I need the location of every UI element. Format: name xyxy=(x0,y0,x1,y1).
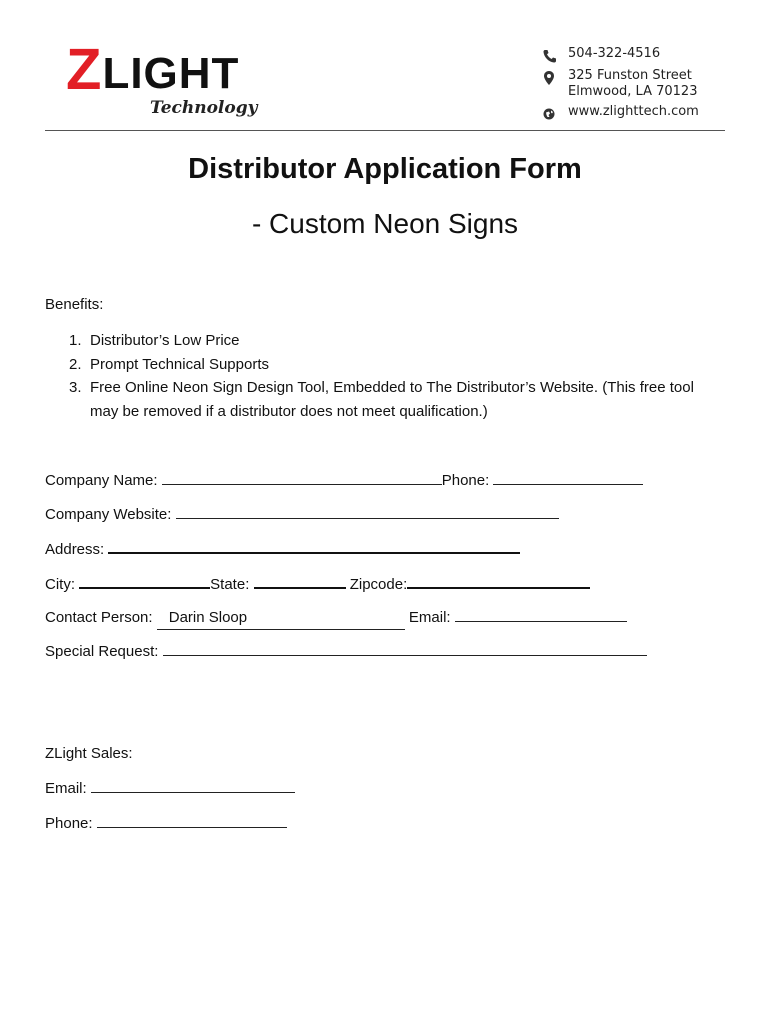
company-name-row xyxy=(45,469,643,492)
list-item-number: 2. xyxy=(69,355,82,373)
sales-email-label: Email: xyxy=(45,780,91,797)
address-line-1: 325 Funston Street xyxy=(568,68,692,83)
sales-phone-label: Phone: xyxy=(45,815,97,832)
state-label: State: xyxy=(210,576,254,593)
contact-website[interactable]: www.zlighttech.com xyxy=(568,104,699,119)
contact-website-row xyxy=(542,104,742,122)
logo-z-letter: Z xyxy=(66,37,101,102)
sales-phone-row xyxy=(45,812,287,835)
phone-field[interactable] xyxy=(493,469,643,485)
company-website-label: Company Website: xyxy=(45,506,176,523)
email-field[interactable] xyxy=(455,606,627,622)
sales-email-row xyxy=(45,777,295,800)
city-field[interactable] xyxy=(79,572,210,589)
address-label: Address: xyxy=(45,541,109,558)
contact-person-row xyxy=(45,606,627,630)
state-field[interactable] xyxy=(254,572,346,589)
list-item-text: Distributor’s Low Price xyxy=(90,332,240,349)
header-divider xyxy=(45,130,725,131)
city-label: City: xyxy=(45,576,80,593)
phone-label: Phone: xyxy=(441,472,494,489)
special-request-field[interactable] xyxy=(163,640,647,656)
list-item-text: Free Online Neon Sign Design Tool, Embedded to The Distributor’s Website. (This free tool may be removed if a distributor does not meet qualification.) xyxy=(90,379,694,420)
contact-phone: 504-322-4516 xyxy=(568,46,661,61)
address-line-2: Elmwood, LA 70123 xyxy=(568,84,698,99)
company-website-row xyxy=(45,503,559,526)
list-item xyxy=(69,376,719,423)
company-name-field[interactable] xyxy=(162,469,442,485)
contact-address-row xyxy=(542,68,742,100)
benefits-list xyxy=(69,329,719,423)
globe-icon xyxy=(542,106,556,122)
list-item xyxy=(69,329,719,353)
address-row xyxy=(45,537,520,561)
sales-phone-field[interactable] xyxy=(97,812,287,828)
special-request-row xyxy=(45,640,647,663)
sales-email-field[interactable] xyxy=(91,777,295,793)
phone-icon xyxy=(542,48,556,64)
address-field[interactable] xyxy=(108,537,520,554)
city-state-zip-row xyxy=(45,572,590,596)
special-request-label: Special Request: xyxy=(45,643,163,660)
list-item-number: 1. xyxy=(69,332,82,349)
contact-info xyxy=(542,46,742,124)
company-logo xyxy=(66,37,266,124)
contact-person-field[interactable] xyxy=(157,607,405,630)
contact-person-value: Darin Sloop xyxy=(168,609,248,626)
contact-person-label: Contact Person: xyxy=(45,609,157,626)
benefits-label: Benefits: xyxy=(45,296,104,313)
page-subtitle: - Custom Neon Signs xyxy=(251,208,519,239)
list-item xyxy=(69,353,719,377)
location-pin-icon xyxy=(542,70,556,86)
contact-phone-row xyxy=(542,46,742,64)
list-item-text: Prompt Technical Supports xyxy=(90,355,269,373)
list-item-number: 3. xyxy=(69,379,82,396)
logo-technology-text: Technology xyxy=(150,98,258,118)
company-website-field[interactable] xyxy=(176,503,559,519)
zipcode-field[interactable] xyxy=(407,572,590,589)
logo-light-text: LIGHT xyxy=(102,49,240,98)
email-label: Email: xyxy=(404,609,455,626)
contact-address xyxy=(568,68,697,100)
page-title: Distributor Application Form xyxy=(188,153,582,185)
sales-label: ZLight Sales: xyxy=(45,745,133,762)
zipcode-label: Zipcode: xyxy=(345,576,408,593)
company-name-label: Company Name: xyxy=(45,472,162,489)
